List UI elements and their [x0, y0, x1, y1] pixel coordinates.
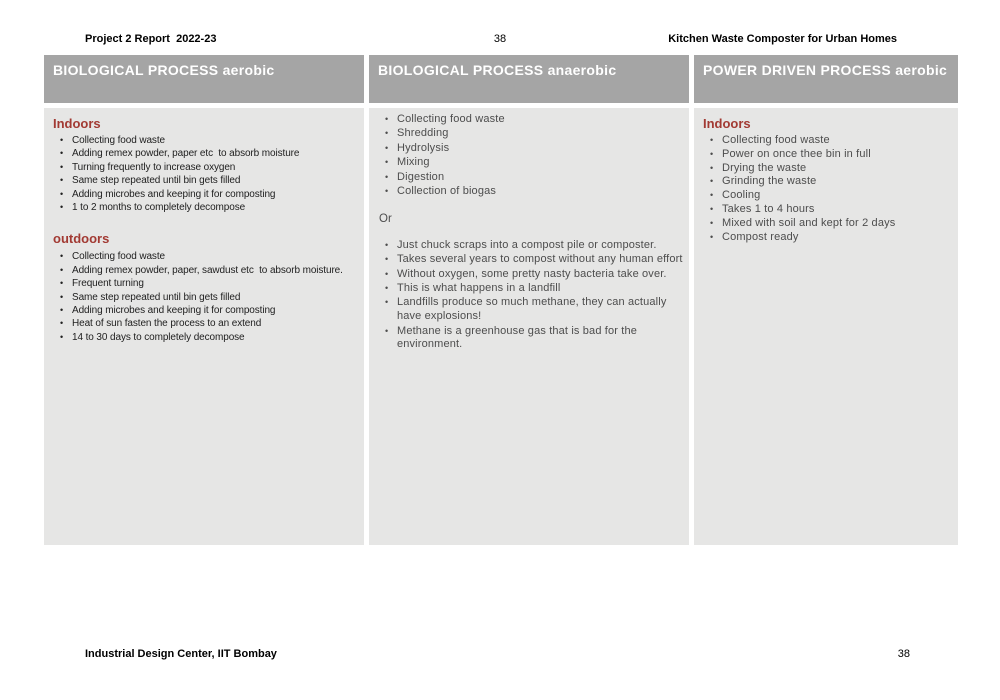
list-item-text: Adding microbes and keeping it for composting	[72, 305, 276, 317]
bullet-list-power-steps	[702, 134, 952, 244]
list-item	[377, 239, 683, 253]
column-title-power-driven: POWER DRIVEN PROCESS aerobic	[694, 55, 958, 103]
list-item	[702, 175, 952, 189]
bullet-icon: •	[60, 175, 64, 186]
list-item-text: This is what happens in a landfill	[397, 281, 561, 294]
bullet-icon: •	[385, 142, 389, 153]
bullet-icon: •	[385, 325, 389, 336]
list-item-text: Cooling	[722, 189, 761, 202]
list-item	[52, 174, 358, 187]
list-item	[52, 250, 358, 263]
list-item-text: 14 to 30 days to completely decompose	[72, 331, 245, 343]
list-item	[52, 147, 358, 160]
bullet-icon: •	[385, 185, 389, 196]
list-item	[702, 217, 952, 231]
list-item-text: Digestion	[397, 170, 445, 183]
list-item	[52, 188, 358, 201]
bullet-icon: •	[710, 190, 714, 201]
list-item-text: Collecting food waste	[72, 135, 165, 146]
list-item-text: Collecting food waste	[722, 134, 830, 146]
list-item	[702, 148, 952, 162]
list-item	[52, 161, 358, 174]
list-item-text: Methane is a greenhouse gas that is bad for the environment.	[397, 324, 641, 351]
bullet-icon: •	[60, 251, 64, 262]
list-item	[52, 317, 358, 330]
list-item-text: Hydrolysis	[397, 141, 450, 154]
bullet-list-indoors	[52, 134, 358, 214]
bullet-icon: •	[710, 148, 714, 159]
or-connector: Or	[379, 212, 392, 225]
list-item	[52, 304, 358, 317]
list-item	[377, 113, 683, 127]
list-item	[377, 268, 683, 282]
list-item-text: Turning frequently to increase oxygen	[72, 161, 236, 173]
page-header	[0, 33, 1000, 51]
footer-institution: Industrial Design Center, IIT Bombay	[85, 648, 277, 660]
bullet-icon: •	[60, 291, 64, 302]
bullet-icon: •	[385, 157, 389, 168]
column-title-biological-aerobic: BIOLOGICAL PROCESS aerobic	[44, 55, 364, 103]
header-report-title: Project 2 Report 2022-23	[85, 33, 217, 45]
bullet-icon: •	[385, 282, 389, 293]
column-power-driven-aerobic	[694, 55, 958, 545]
bullet-list-outdoors	[52, 250, 358, 344]
bullet-icon: •	[385, 297, 389, 308]
list-item	[377, 296, 683, 324]
bullet-icon: •	[385, 114, 389, 124]
list-item-text: Power on once thee bin in full	[722, 147, 871, 160]
list-item-text: Takes several years to compost without any human effort	[397, 253, 683, 266]
list-item	[377, 253, 683, 267]
bullet-icon: •	[60, 305, 64, 316]
list-item	[377, 156, 683, 170]
bullet-icon: •	[60, 278, 64, 289]
list-item-text: Mixing	[397, 156, 430, 169]
bullet-icon: •	[710, 176, 714, 187]
bullet-icon: •	[60, 161, 64, 172]
list-item-text: Adding microbes and keeping it for composting	[72, 188, 276, 200]
header-page-number: 38	[493, 33, 507, 45]
footer-page-number: 38	[897, 648, 910, 660]
list-item	[377, 127, 683, 141]
list-item-text: 1 to 2 months to completely decompose	[72, 202, 246, 214]
list-item	[377, 185, 683, 199]
list-item	[52, 331, 358, 344]
list-item	[52, 291, 358, 304]
list-item	[52, 264, 358, 277]
list-item-text: Without oxygen, some pretty nasty bacteria take over.	[397, 267, 667, 280]
section-heading-indoors-power: Indoors	[703, 116, 751, 131]
list-item-text: Just chuck scraps into a compost pile or composter.	[397, 238, 657, 251]
header-doc-title: Kitchen Waste Composter for Urban Homes	[668, 33, 897, 45]
list-item-text: Frequent turning	[72, 278, 144, 290]
bullet-icon: •	[710, 135, 714, 145]
bullet-icon: •	[710, 162, 714, 173]
process-comparison-table	[44, 55, 958, 545]
list-item-text: Collection of biogas	[397, 184, 497, 197]
bullet-icon: •	[60, 331, 64, 342]
list-item-text: Compost ready	[722, 230, 799, 243]
list-item	[702, 231, 952, 245]
bullet-list-anaerobic-steps	[377, 113, 683, 199]
bullet-icon: •	[710, 231, 714, 242]
list-item-text: Collecting food waste	[397, 113, 505, 125]
list-item	[702, 203, 952, 217]
list-item-text: Takes 1 to 4 hours	[722, 202, 815, 215]
list-item-text: Heat of sun fasten the process to an extend	[72, 318, 262, 330]
list-item-text: Same step repeated until bin gets filled	[72, 291, 241, 303]
list-item	[377, 325, 683, 353]
list-item	[52, 277, 358, 290]
list-item	[52, 201, 358, 214]
column-body-biological-anaerobic	[369, 108, 689, 545]
list-item-text: Drying the waste	[722, 161, 807, 174]
column-biological-aerobic	[44, 55, 364, 545]
bullet-icon: •	[60, 148, 64, 159]
bullet-icon: •	[385, 268, 389, 279]
list-item	[702, 189, 952, 203]
section-heading-outdoors: outdoors	[53, 231, 110, 247]
column-body-power-driven	[694, 108, 958, 545]
bullet-icon: •	[710, 217, 714, 228]
bullet-icon: •	[385, 239, 389, 250]
list-item-text: Grinding the waste	[722, 175, 817, 188]
list-item-text: Same step repeated until bin gets filled	[72, 175, 241, 187]
bullet-icon: •	[60, 202, 64, 213]
list-item	[377, 171, 683, 185]
bullet-icon: •	[710, 203, 714, 214]
list-item-text: Shredding	[397, 127, 449, 140]
list-item	[702, 134, 952, 148]
bullet-icon: •	[60, 264, 64, 275]
bullet-icon: •	[385, 171, 389, 182]
list-item-text: Landfills produce so much methane, they can actually have explosions!	[397, 296, 670, 323]
bullet-list-anaerobic-notes	[377, 239, 683, 352]
list-item	[52, 134, 358, 147]
bullet-icon: •	[385, 128, 389, 139]
list-item-text: Adding remex powder, paper, sawdust etc to absorb moisture.	[72, 264, 343, 276]
list-item-text: Mixed with soil and kept for 2 days	[722, 216, 896, 229]
bullet-icon: •	[60, 188, 64, 199]
bullet-icon: •	[60, 135, 64, 145]
bullet-icon: •	[385, 254, 389, 265]
list-item-text: Adding remex powder, paper etc to absorb moisture	[72, 148, 300, 160]
bullet-icon: •	[60, 318, 64, 329]
list-item-text: Collecting food waste	[72, 251, 165, 263]
list-item	[377, 142, 683, 156]
column-title-biological-anaerobic: BIOLOGICAL PROCESS anaerobic	[369, 55, 689, 103]
list-item	[702, 162, 952, 176]
list-item	[377, 282, 683, 296]
page-footer	[0, 648, 1000, 664]
section-heading-indoors: Indoors	[53, 116, 101, 131]
column-body-biological-aerobic	[44, 108, 364, 545]
column-biological-anaerobic	[369, 55, 689, 545]
